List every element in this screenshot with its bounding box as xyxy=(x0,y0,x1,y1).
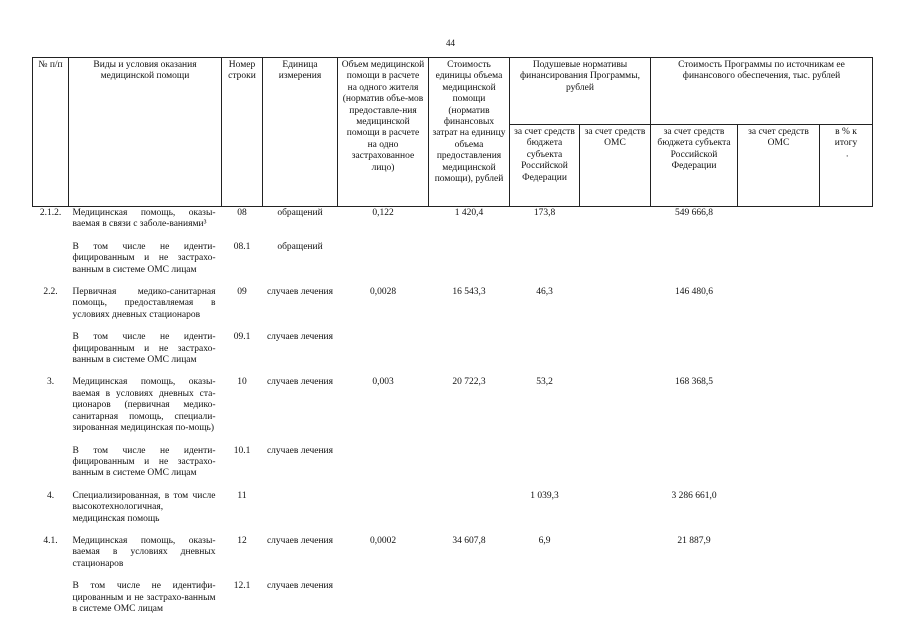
row-cost-percent xyxy=(820,323,873,368)
row-unit: случаев лечения xyxy=(266,535,334,546)
row-cost-percent xyxy=(820,572,873,617)
header-group-program-cost: Стоимость Программы по источникам ее финансового обеспечения, тыс. рублей xyxy=(651,58,873,125)
row-cost-oms xyxy=(738,437,820,482)
row-line-number: 11 xyxy=(237,490,247,501)
row-line-number: 10.1 xyxy=(233,445,251,456)
row-percapita-budget xyxy=(510,572,580,617)
row-volume: 0,122 xyxy=(372,208,394,218)
table-row xyxy=(33,368,873,436)
row-description: В том числе не иденти-фицированным и не застрахо-ванным в системе ОМС лицам xyxy=(72,241,216,275)
row-percapita-budget: 173,8 xyxy=(533,208,556,218)
row-volume xyxy=(338,323,429,368)
row-description: Первичная медико-санитарная помощь, предоставляемая в условиях дневных стационаров xyxy=(72,287,216,320)
row-unit: случаев лечения xyxy=(266,445,334,456)
row-unit: случаев лечения xyxy=(266,287,334,298)
table-row xyxy=(33,207,873,233)
row-num: 2.2. xyxy=(43,287,58,298)
row-description: В том числе не иденти-фицированным и не застрахо-ванным в системе ОМС лицам xyxy=(72,445,216,479)
row-unit-cost xyxy=(429,572,510,617)
row-percapita-oms xyxy=(580,437,651,482)
header-cost-budget: за счет средств бюджета субъекта Российской Федерации xyxy=(651,125,738,207)
header-volume: Объем медицинской помощи в расчете на одного жителя (норматив объе-мов предоставле-ния медицинской помощи в расчете на одно застрахованное лицо) xyxy=(338,58,429,207)
header-unit: Единица измерения xyxy=(263,58,338,207)
row-unit-cost xyxy=(429,233,510,278)
row-description: В том числе не иденти-фицированным и не застрахо-ванным в системе ОМС лицам xyxy=(72,332,216,366)
row-cost-oms xyxy=(738,278,820,323)
row-description: Медицинская помощь, оказы-ваемая в связи с заболе-ваниями³ xyxy=(72,208,216,230)
row-volume xyxy=(338,233,429,278)
row-line-number: 10 xyxy=(237,377,247,388)
row-description: Медицинская помощь, оказы-ваемая в условиях дневных ста-ционаров (первичная медико-санитарная помощь, специали-зированная медицинская по-мощь) xyxy=(72,377,216,434)
row-percapita-oms xyxy=(580,482,651,527)
row-cost-oms xyxy=(738,572,820,617)
row-percapita-oms xyxy=(580,233,651,278)
row-unit-cost xyxy=(429,437,510,482)
row-volume: 0,0028 xyxy=(369,287,397,298)
row-num xyxy=(33,572,69,617)
row-percapita-budget xyxy=(510,437,580,482)
row-unit: обращений xyxy=(277,241,323,252)
table-row xyxy=(33,527,873,572)
row-percapita-oms xyxy=(580,323,651,368)
row-cost-percent xyxy=(820,207,873,233)
row-unit-cost xyxy=(429,323,510,368)
row-cost-percent xyxy=(820,482,873,527)
row-cost-budget xyxy=(651,233,738,278)
row-num xyxy=(33,323,69,368)
header-group-percapita: Подушевые нормативы финансирования Программы, рублей xyxy=(510,58,651,125)
header-cost-oms: за счет средств ОМС xyxy=(738,125,820,207)
header-percent-label: в % к итогу xyxy=(834,127,858,149)
row-cost-percent xyxy=(820,437,873,482)
row-volume xyxy=(338,437,429,482)
row-line-number: 09 xyxy=(237,287,247,298)
row-line-number: 12 xyxy=(237,535,247,546)
row-cost-budget: 146 480,6 xyxy=(675,287,713,298)
row-cost-budget xyxy=(651,572,738,617)
row-num: 4.1. xyxy=(43,535,58,546)
row-line-number: 08.1 xyxy=(233,241,251,252)
row-unit: случаев лечения xyxy=(266,332,334,343)
row-percapita-budget xyxy=(510,233,580,278)
row-num: 3. xyxy=(46,377,55,388)
row-unit-cost xyxy=(429,482,510,527)
row-cost-percent xyxy=(820,368,873,436)
header-line: Номер строки xyxy=(222,58,263,207)
row-unit xyxy=(263,482,338,527)
row-unit-cost: 20 722,3 xyxy=(452,377,486,388)
row-line-number: 09.1 xyxy=(233,332,251,343)
row-percapita-oms xyxy=(580,278,651,323)
row-percapita-oms xyxy=(580,207,651,233)
row-percapita-oms xyxy=(580,368,651,436)
row-volume: 0,0002 xyxy=(369,535,397,546)
table-row xyxy=(33,233,873,278)
row-cost-budget xyxy=(651,437,738,482)
table-row xyxy=(33,437,873,482)
row-cost-oms xyxy=(738,368,820,436)
row-volume xyxy=(338,482,429,527)
row-cost-oms xyxy=(738,207,820,233)
row-percapita-budget: 6,9 xyxy=(538,535,551,546)
table-row xyxy=(33,323,873,368)
row-cost-percent xyxy=(820,278,873,323)
row-cost-budget xyxy=(651,323,738,368)
row-num xyxy=(33,233,69,278)
header-percapita-budget: за счет средств бюджета субъекта Российской Федерации xyxy=(510,125,580,207)
row-description: В том числе не идентифи-цированным и не застрахо-ванным в системе ОМС лицам xyxy=(72,581,216,614)
row-description: Медицинская помощь, оказы-ваемая в условиях дневных стационаров xyxy=(72,535,216,569)
row-cost-budget: 549 666,8 xyxy=(675,208,713,218)
page-number: 44 xyxy=(446,38,455,48)
row-cost-oms xyxy=(738,482,820,527)
row-cost-percent xyxy=(820,527,873,572)
header-cost: Стоимость единицы объема медицинской помощи (норматив финансовых затрат на единицу объема предоставления медицинской помощи), рублей xyxy=(429,58,510,207)
row-line-number: 08 xyxy=(237,208,247,218)
row-percapita-budget: 53,2 xyxy=(536,377,553,388)
row-unit: обращений xyxy=(277,208,323,218)
row-unit-cost: 1 420,4 xyxy=(454,208,484,218)
header-num: № п/п xyxy=(33,58,69,207)
row-cost-oms xyxy=(738,527,820,572)
table-row xyxy=(33,278,873,323)
header-types: Виды и условия оказания медицинской помощи xyxy=(69,58,222,207)
row-volume: 0,003 xyxy=(372,377,394,388)
row-cost-oms xyxy=(738,233,820,278)
row-cost-budget: 168 368,5 xyxy=(675,377,713,388)
header-cost-percent: в % к итогу · xyxy=(820,125,873,207)
row-unit-cost: 34 607,8 xyxy=(452,535,486,546)
row-percapita-budget xyxy=(510,323,580,368)
row-unit: случаев лечения xyxy=(266,581,334,592)
row-cost-budget: 21 887,9 xyxy=(677,535,711,546)
row-description: Специализированная, в том числе высокотехнологичная, медицинская помощь xyxy=(72,490,216,524)
row-percapita-budget: 46,3 xyxy=(536,287,553,298)
header-percapita-oms: за счет средств ОМС xyxy=(580,125,651,207)
program-cost-table xyxy=(32,57,873,617)
row-line-number: 12.1 xyxy=(233,581,251,592)
row-percapita-budget: 1 039,3 xyxy=(530,490,559,501)
row-unit: случаев лечения xyxy=(266,377,334,388)
row-unit-cost: 16 543,3 xyxy=(452,287,486,298)
row-num: 4. xyxy=(46,490,55,501)
row-num: 2.1.2. xyxy=(39,208,62,218)
row-volume xyxy=(338,572,429,617)
row-cost-budget: 3 286 661,0 xyxy=(671,490,717,501)
row-cost-percent xyxy=(820,233,873,278)
row-cost-oms xyxy=(738,323,820,368)
row-percapita-oms xyxy=(580,527,651,572)
table-row xyxy=(33,482,873,527)
table-row xyxy=(33,572,873,617)
row-percapita-oms xyxy=(580,572,651,617)
row-num xyxy=(33,437,69,482)
